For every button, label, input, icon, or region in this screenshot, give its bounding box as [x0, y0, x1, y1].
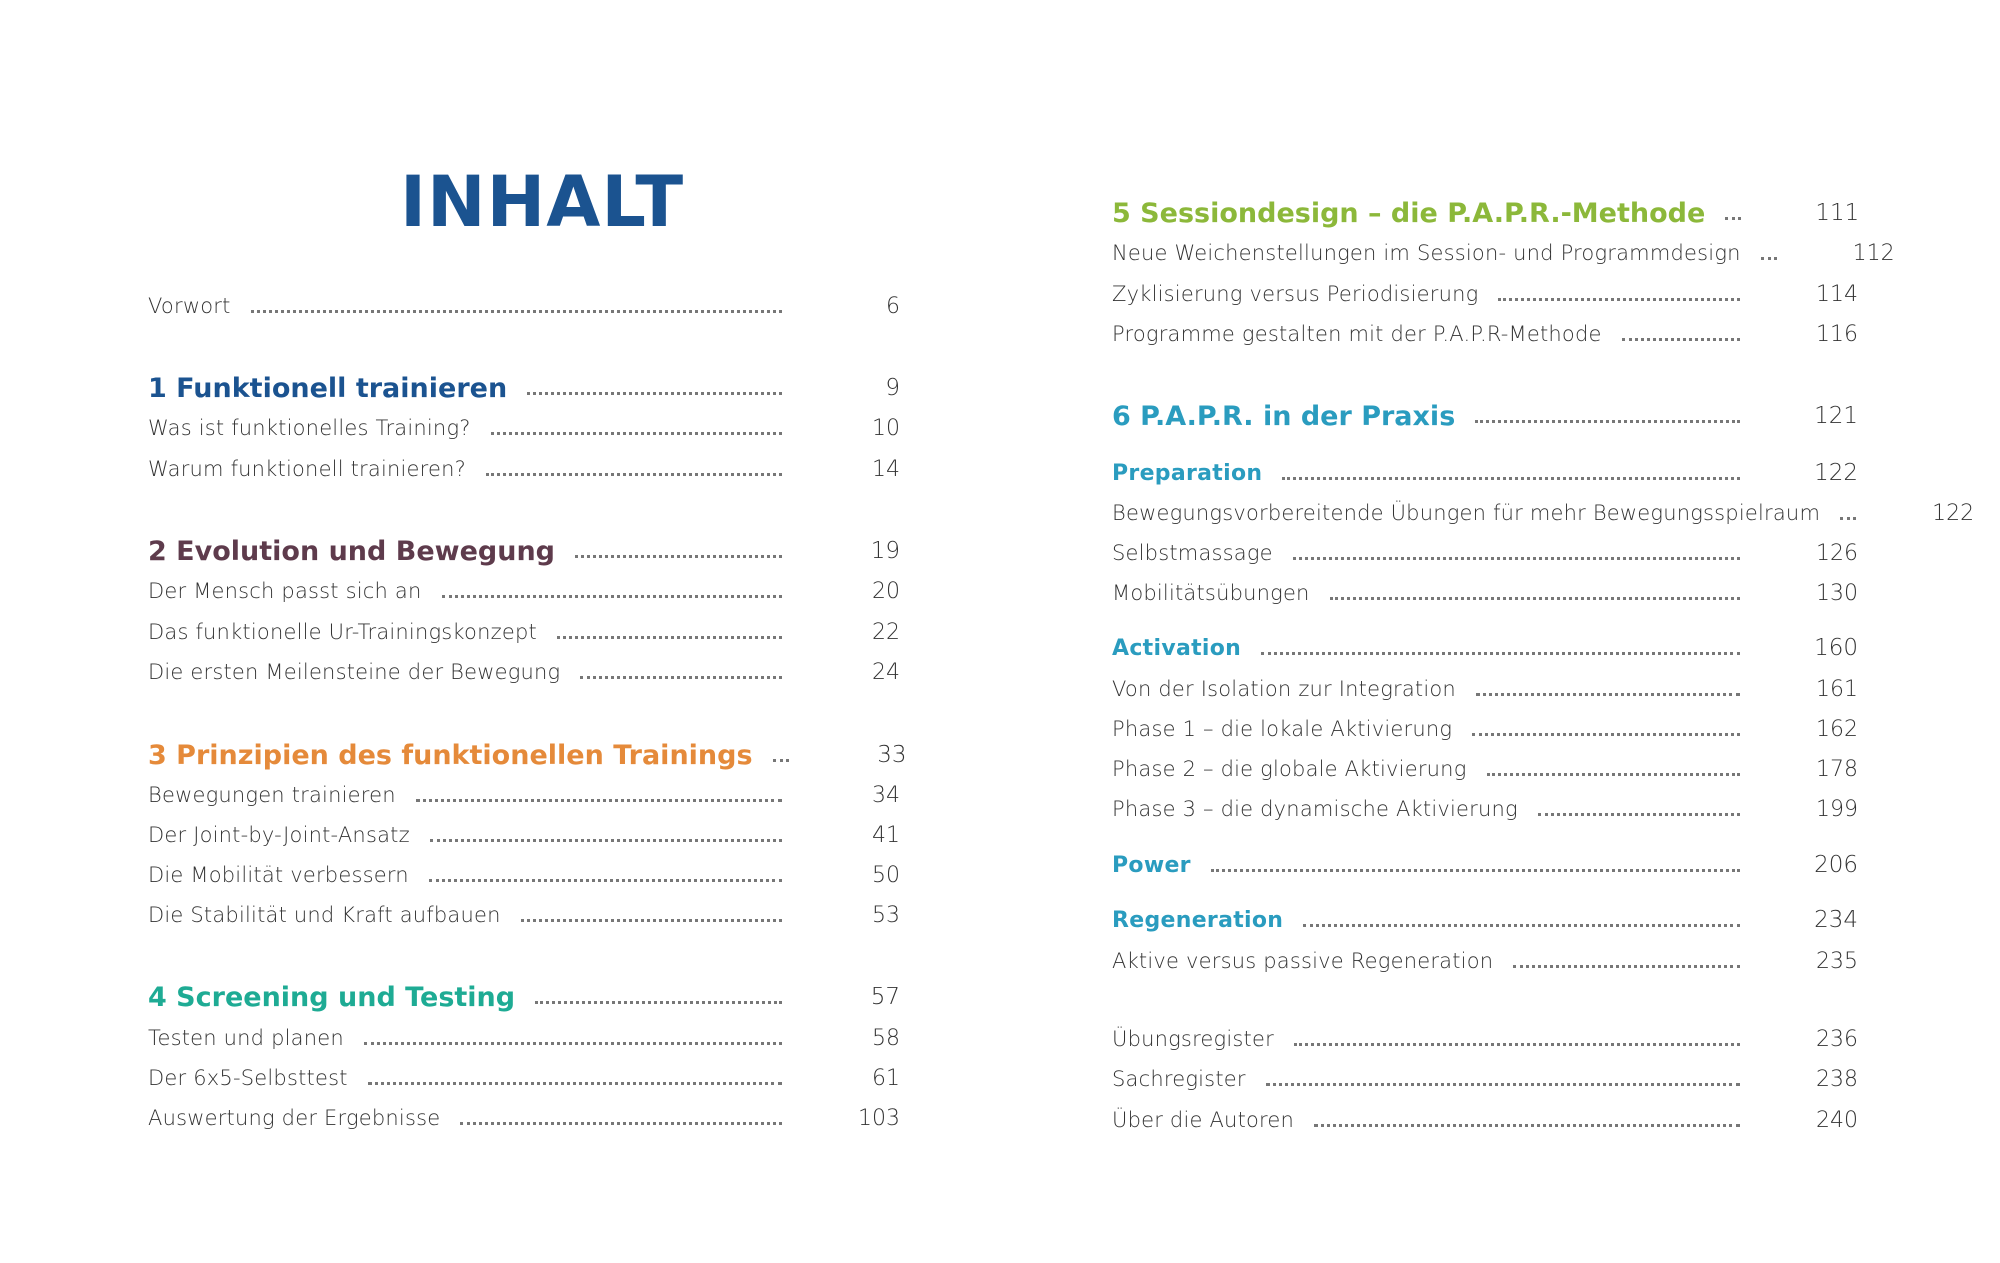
toc-page-number: 235: [1816, 948, 1858, 974]
toc-entry-title: Übungsregister: [1112, 1027, 1274, 1051]
toc-page-number: 178: [1816, 756, 1858, 782]
dot-leader: [442, 595, 783, 598]
dot-leader: [491, 432, 782, 435]
toc-page-number: 19: [870, 538, 900, 564]
toc-page-number: 41: [872, 822, 900, 848]
toc-page-number: 6: [886, 293, 900, 319]
toc-entry: [148, 289, 900, 323]
dot-leader: [1330, 597, 1740, 600]
dot-leader: [575, 555, 782, 558]
dot-leader: [1314, 1124, 1740, 1127]
toc-entry: [148, 818, 900, 852]
dot-leader: [1487, 773, 1741, 776]
toc-entry-title: Phase 3 – die dynamische Aktivierung: [1112, 797, 1518, 821]
toc-entry-title: Was ist funktionelles Training?: [148, 416, 471, 440]
toc-left-column: [148, 0, 907, 1263]
toc-chapter: [148, 371, 900, 405]
toc-page-number: 34: [872, 782, 900, 808]
toc-entry: [1112, 317, 1858, 351]
toc-chapter: [1112, 399, 1858, 433]
toc-section: [1112, 456, 1858, 490]
dot-leader: [1261, 652, 1740, 655]
toc-page-number: 236: [1816, 1026, 1858, 1052]
toc-page-number: 234: [1814, 907, 1858, 933]
dot-leader: [1498, 298, 1740, 301]
dot-leader: [486, 473, 782, 476]
toc-page-number: 9: [885, 375, 900, 401]
dot-leader: [1294, 1043, 1740, 1046]
dot-leader: [521, 919, 782, 922]
toc-entry: [1112, 1103, 1858, 1137]
toc-entry: [1112, 236, 1895, 270]
toc-section: [1112, 848, 1858, 882]
toc-page-number: 103: [858, 1105, 900, 1131]
toc-entry-title: Die ersten Meilensteine der Bewegung: [148, 660, 561, 684]
toc-entry: [1112, 672, 1858, 706]
toc-entry-title: 2 Evolution und Bewegung: [148, 535, 556, 567]
toc-entry-title: Der Mensch passt sich an: [148, 579, 422, 603]
toc-page-number: 10: [872, 415, 900, 441]
toc-entry: [1112, 944, 1858, 978]
toc-entry: [148, 655, 900, 689]
dot-leader: [1266, 1083, 1740, 1086]
dot-leader: [1472, 733, 1740, 736]
dot-leader: [773, 759, 789, 762]
dot-leader: [1211, 869, 1740, 872]
toc-page-number: 14: [872, 456, 900, 482]
toc-page-number: 57: [870, 984, 900, 1010]
toc-page-number: 121: [1814, 403, 1858, 429]
toc-entry-title: Power: [1112, 852, 1191, 878]
toc-page-number: 33: [877, 742, 907, 768]
dot-leader: [429, 879, 782, 882]
dot-leader: [416, 799, 782, 802]
toc-entry: [148, 574, 900, 608]
toc-entry-title: Die Mobilität verbessern: [148, 863, 409, 887]
toc-entry-title: Neue Weichenstellungen im Session- und Programmdesign: [1112, 241, 1741, 265]
toc-entry-title: Preparation: [1112, 460, 1263, 486]
toc-entry-title: Von der Isolation zur Integration: [1112, 677, 1456, 701]
toc-chapter: [1112, 196, 1858, 230]
dot-leader: [364, 1042, 782, 1045]
toc-entry-title: 1 Funktionell trainieren: [148, 372, 508, 404]
toc-page-number: 22: [872, 619, 900, 645]
toc-entry-title: Phase 1 – die lokale Aktivierung: [1112, 717, 1453, 741]
toc-entry: [1112, 1062, 1858, 1096]
toc-entry: [148, 1061, 900, 1095]
dot-leader: [1476, 693, 1740, 696]
toc-page-number: 206: [1814, 852, 1858, 878]
dot-leader: [527, 392, 782, 395]
toc-entry-title: Selbstmassage: [1112, 541, 1273, 565]
toc-entry-title: Programme gestalten mit der P.A.P.R-Methode: [1112, 322, 1602, 346]
toc-entry-title: 4 Screening und Testing: [148, 981, 516, 1013]
toc-right-column: [1112, 0, 1975, 1263]
toc-entry: [1112, 712, 1858, 746]
toc-page-number: 126: [1816, 540, 1858, 566]
toc-page-number: 238: [1816, 1066, 1858, 1092]
toc-entry-title: Testen und planen: [148, 1026, 344, 1050]
dot-leader: [1622, 338, 1740, 341]
toc-page-number: 160: [1814, 635, 1858, 661]
toc-entry: [1112, 1022, 1858, 1056]
toc-entry-title: Aktive versus passive Regeneration: [1112, 949, 1494, 973]
toc-entry: [1112, 496, 1975, 530]
dot-leader: [251, 310, 782, 313]
toc-entry-title: Zyklisierung versus Periodisierung: [1112, 282, 1479, 306]
toc-entry-title: Warum funktionell trainieren?: [148, 457, 467, 481]
toc-page-number: 53: [872, 902, 900, 928]
toc-page-number: 50: [872, 862, 900, 888]
dot-leader: [1513, 965, 1740, 968]
toc-page-number: 122: [1814, 460, 1858, 486]
dot-leader: [1293, 557, 1740, 560]
toc-entry: [1112, 792, 1858, 826]
toc-entry-title: Mobilitätsübungen: [1112, 581, 1310, 605]
dot-leader: [557, 636, 782, 639]
dot-leader: [1725, 217, 1741, 220]
toc-page-number: 114: [1816, 281, 1858, 307]
toc-entry: [1112, 277, 1858, 311]
toc-entry: [148, 778, 900, 812]
toc-page-number: 122: [1932, 500, 1975, 526]
toc-entry-title: Bewegungsvorbereitende Übungen für mehr Bewegungsspielraum: [1112, 501, 1821, 525]
toc-entry: [1112, 576, 1858, 610]
toc-entry: [148, 615, 900, 649]
toc-entry-title: Über die Autoren: [1112, 1108, 1295, 1132]
toc-page-number: 116: [1816, 321, 1858, 347]
toc-entry-title: Vorwort: [148, 294, 231, 318]
toc-entry: [148, 898, 900, 932]
toc-entry-title: 5 Sessiondesign – die P.A.P.R.-Methode: [1112, 197, 1706, 229]
toc-entry: [148, 452, 900, 486]
toc-entry-title: Die Stabilität und Kraft aufbauen: [148, 903, 501, 927]
toc-page-number: 24: [872, 659, 900, 685]
dot-leader: [1538, 813, 1740, 816]
dot-leader: [1303, 924, 1740, 927]
toc-section: [1112, 903, 1858, 937]
toc-entry-title: Regeneration: [1112, 907, 1284, 933]
toc-page-number: 130: [1816, 580, 1858, 606]
page-title: INHALT: [400, 161, 685, 243]
toc-entry: [1112, 752, 1858, 786]
toc-entry: [148, 1101, 900, 1135]
toc-entry: [1112, 536, 1858, 570]
dot-leader: [430, 839, 782, 842]
toc-entry-title: 6 P.A.P.R. in der Praxis: [1112, 400, 1456, 432]
dot-leader: [368, 1082, 782, 1085]
dot-leader: [460, 1122, 782, 1125]
toc-chapter: [148, 738, 907, 772]
dot-leader: [1282, 477, 1740, 480]
toc-chapter: [148, 980, 900, 1014]
toc-entry-title: Sachregister: [1112, 1067, 1246, 1091]
toc-entry-title: Activation: [1112, 635, 1242, 661]
toc-page-number: 112: [1852, 240, 1895, 266]
toc-page-number: 240: [1816, 1107, 1858, 1133]
toc-entry-title: Der 6x5-Selbsttest: [148, 1066, 348, 1090]
toc-page-number: 20: [872, 578, 900, 604]
toc-chapter: [148, 534, 900, 568]
toc-page-number: 199: [1816, 796, 1858, 822]
toc-entry-title: Phase 2 – die globale Aktivierung: [1112, 757, 1467, 781]
dot-leader: [1761, 257, 1777, 260]
toc-entry-title: Das funktionelle Ur-Trainingskonzept: [148, 620, 537, 644]
dot-leader: [1475, 420, 1740, 423]
dot-leader: [580, 676, 782, 679]
toc-entry-title: Der Joint-by-Joint-Ansatz: [148, 823, 410, 847]
toc-section: [1112, 631, 1858, 665]
toc-page-number: 58: [872, 1025, 900, 1051]
toc-entry: [148, 858, 900, 892]
toc-page-number: 161: [1816, 676, 1858, 702]
toc-entry: [148, 1021, 900, 1055]
toc-page-number: 111: [1815, 200, 1860, 226]
toc-entry-title: 3 Prinzipien des funktionellen Trainings: [148, 739, 753, 771]
toc-page-number: 61: [872, 1065, 900, 1091]
dot-leader: [1840, 517, 1856, 520]
toc-entry: [148, 411, 900, 445]
toc-entry-title: Bewegungen trainieren: [148, 783, 396, 807]
toc-entry-title: Auswertung der Ergebnisse: [148, 1106, 441, 1130]
dot-leader: [535, 1001, 782, 1004]
toc-page-number: 162: [1816, 716, 1858, 742]
